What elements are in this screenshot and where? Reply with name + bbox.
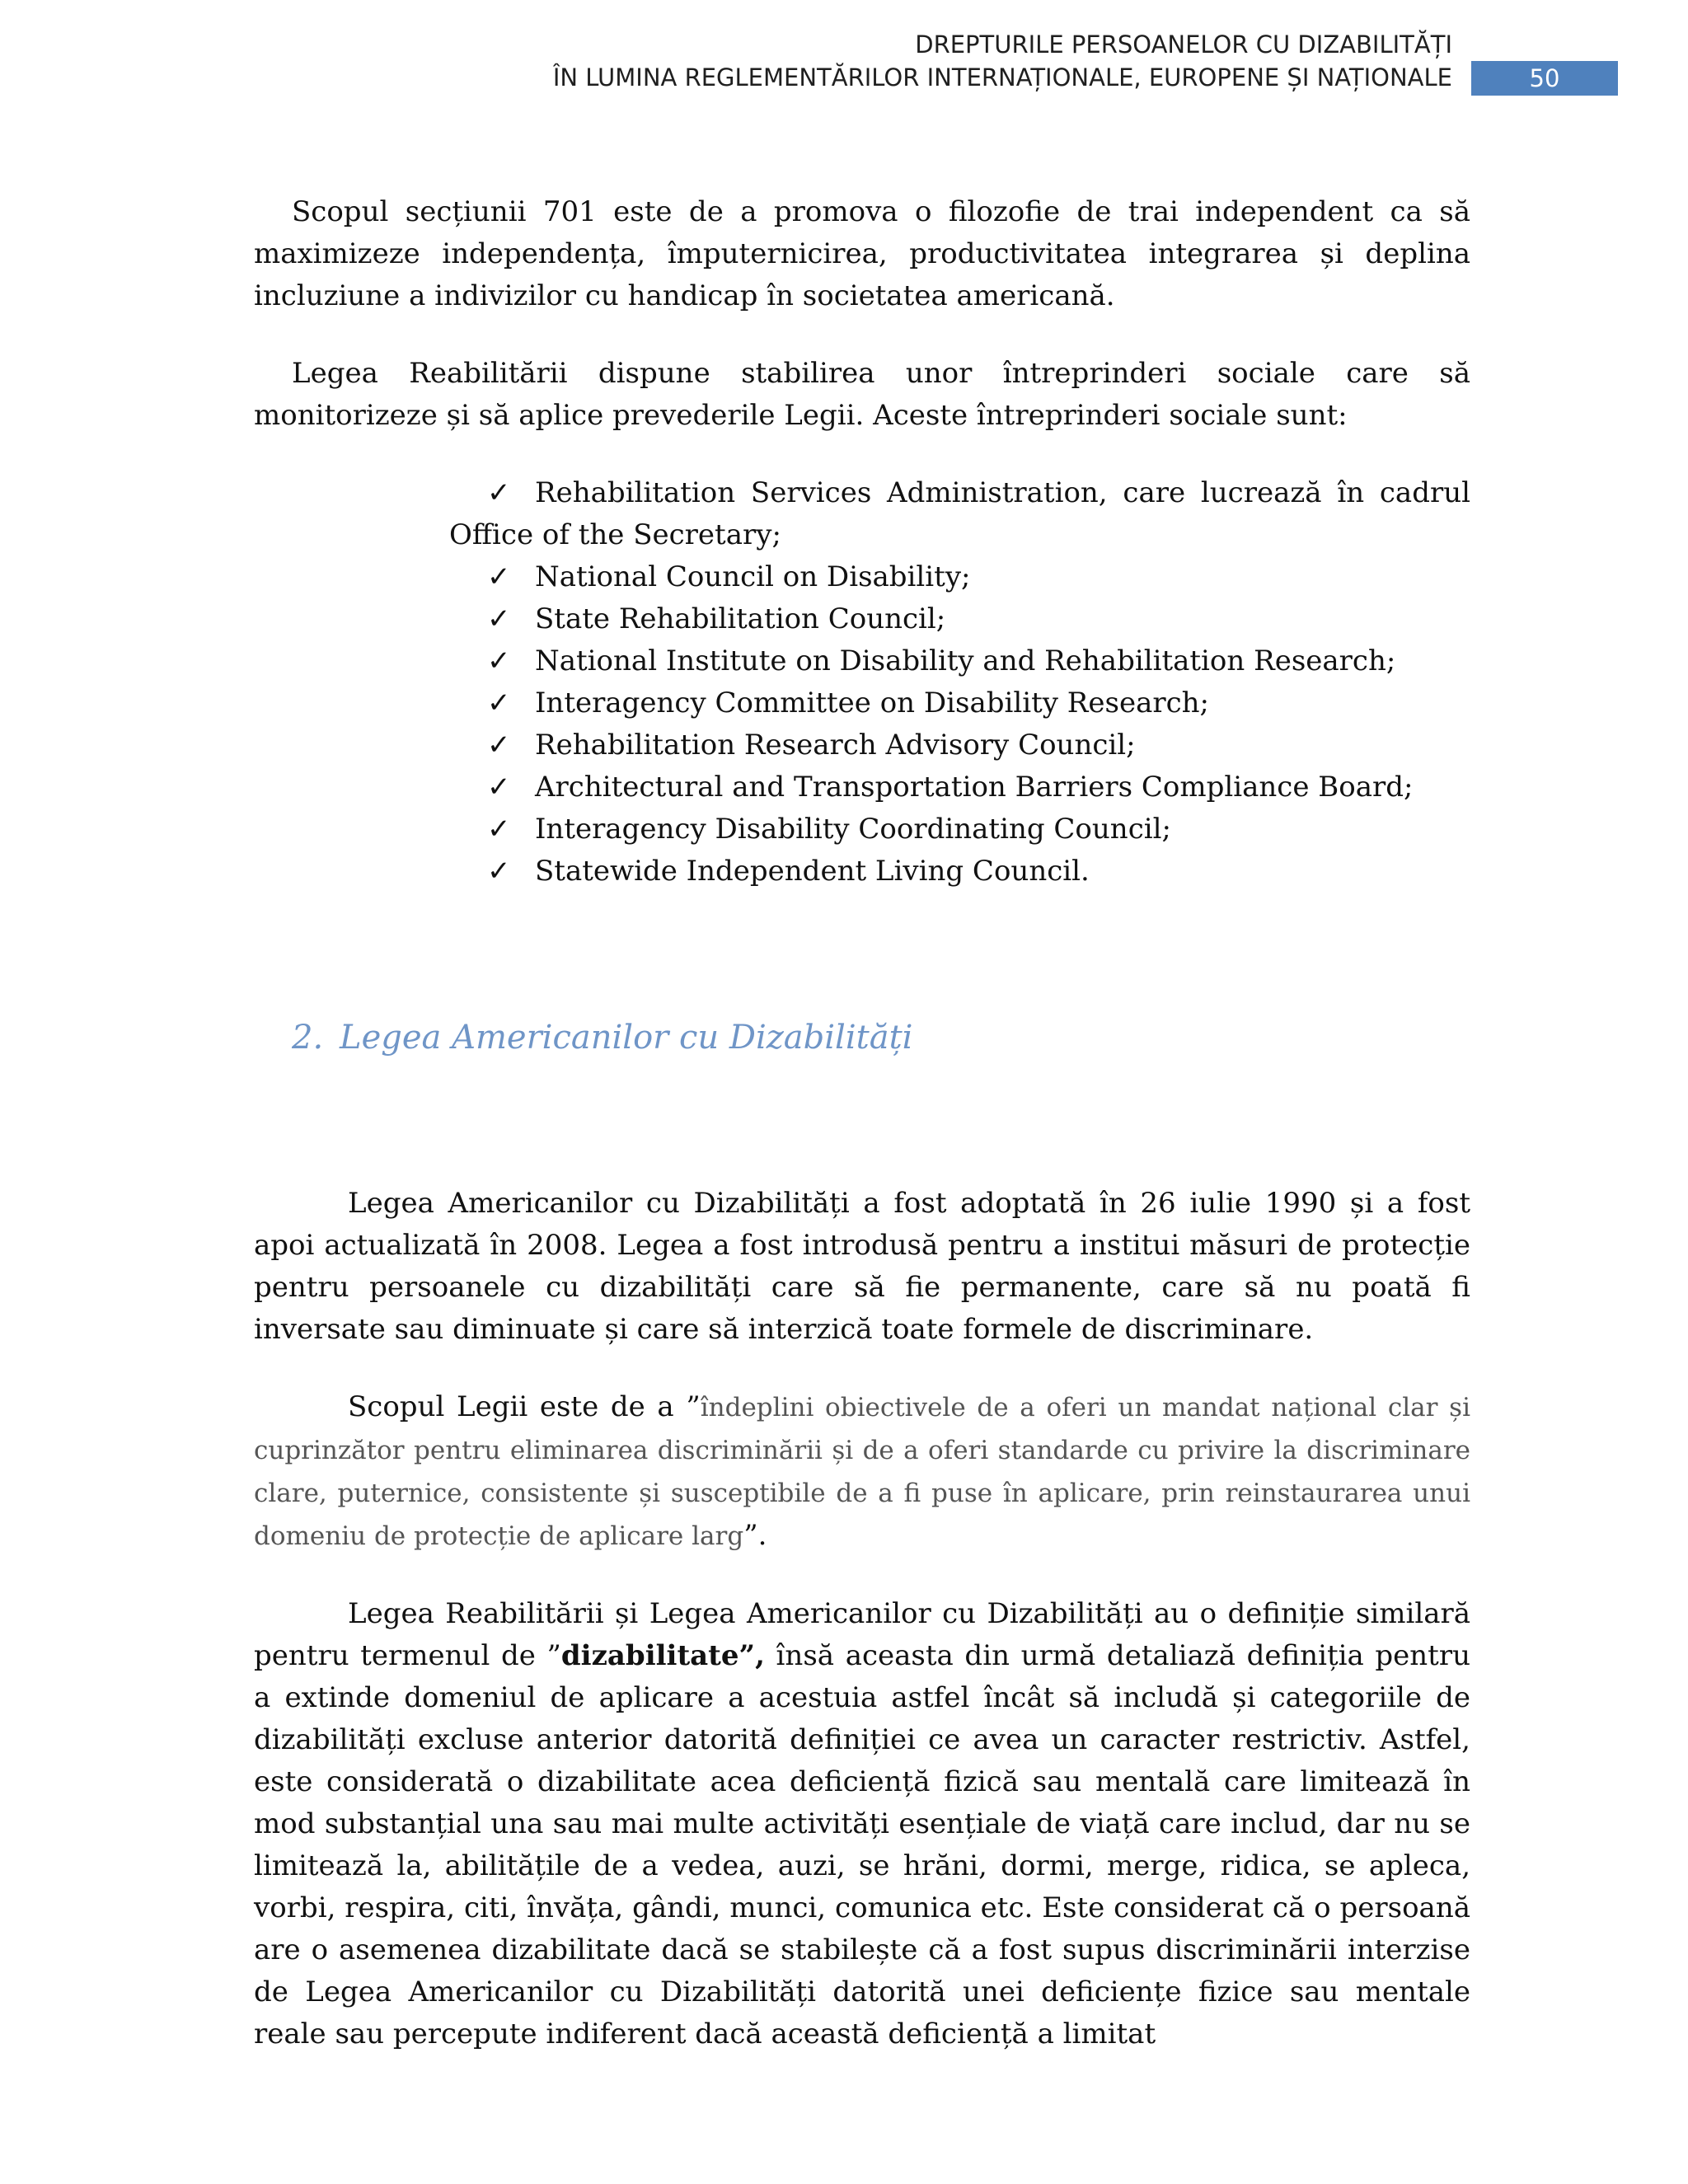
list-item: ✓ Interagency Disability Coordinating Council; — [449, 808, 1470, 851]
section-heading — [254, 1016, 1470, 1059]
checkmark-icon: ✓ — [487, 560, 511, 593]
checkmark-icon: ✓ — [487, 729, 511, 762]
paragraph-disability-definition: Legea Reabilitării și Legea Americanilor cu Dizabilități au o definiție similară pentru termenul de ”dizabilitate”, însă aceasta din urmă detaliază definiția pentru a extinde domeniul de aplicare a acestuia astfel încât să includă și categoriile de dizabilități excluse anterior datorită definiției ce avea un caracter restrictiv. Astfel, este considerată o dizabilitate acea deficiență fizică sau mentală care limitează în mod substanțial una sau mai multe activități esențiale de viață care includ, dar nu se limitează la, abilitățile de a vedea, auzi, se hrăni, dormi, merge, ridica, se apleca, vorbi, respira, citi, învăța, gândi, munci, comunica etc. Este considerat că o persoană are o asemenea dizabilitate dacă se stabilește că a fost supus discriminării interzise de Legea Americanilor cu Dizabilități datorită unei deficiențe fizice sau mentale reale sau percepute indiferent dacă această deficiență a limitat — [254, 1597, 1470, 2050]
checkmark-icon: ✓ — [487, 771, 511, 804]
checkmark-icon: ✓ — [487, 644, 511, 677]
quoted-text: îndeplini obiectivele de a oferi un mandat național clar și cuprinzător pentru eliminarea discriminării și de a oferi standarde cu privire la discriminare clare, puternice, consistente și susceptibile de a fi puse în aplicare, prin reinstaurarea unui domeniu de protecție de aplicare larg — [254, 1393, 1470, 1551]
checkmark-icon: ✓ — [487, 476, 511, 509]
list-item: ✓ State Rehabilitation Council; — [449, 598, 1470, 640]
bold-term: dizabilitate”, — [560, 1639, 765, 1672]
list-item: ✓ Interagency Committee on Disability Research; — [449, 682, 1470, 724]
paragraph-ada-purpose: Scopul Legii este de a ”îndeplini obiectivele de a oferi un mandat național clar și cuprinzător pentru eliminarea discriminării și de a oferi standarde cu privire la discriminare clare, puternice, consistente și susceptibile de a fi puse în aplicare, prin reinstaurarea unui domeniu de protecție de aplicare larg”. — [254, 1390, 1470, 1552]
list-item: ✓ National Council on Disability; — [449, 556, 1470, 598]
list-item: ✓ Statewide Independent Living Council. — [449, 851, 1470, 893]
list-item: ✓ National Institute on Disability and Rehabilitation Research; — [449, 640, 1470, 682]
paragraph-ada-adoption: Legea Americanilor cu Dizabilități a fost adoptată în 26 iulie 1990 și a fost apoi actualizată în 2008. Legea a fost introdusă pentru a institui măsuri de protecție pentru persoanele cu dizabilități care să fie permanente, care să nu poată fi inversate sau diminuate și care să interzică toate formele de discriminare. — [254, 1187, 1470, 1346]
section-title: Legea Americanilor cu Dizabilități — [340, 1019, 913, 1057]
enterprise-checklist — [254, 472, 1470, 893]
checkmark-icon: ✓ — [487, 855, 511, 888]
list-item: ✓ Architectural and Transportation Barriers Compliance Board; — [449, 766, 1470, 808]
paragraph-social-enterprises: Legea Reabilitării dispune stabilirea unor întreprinderi sociale care să monitorizeze și să aplice prevederile Legii. Aceste întreprinderi sociale sunt: — [254, 357, 1470, 432]
checkmark-icon: ✓ — [487, 687, 511, 719]
checkmark-icon: ✓ — [487, 813, 511, 846]
header-line-2: ÎN LUMINA REGLEMENTĂRILOR INTERNAȚIONALE, EUROPENE ȘI NAȚIONALE — [552, 63, 1452, 91]
list-item: ✓ Rehabilitation Research Advisory Council; — [449, 724, 1470, 766]
page-number-badge: 50 — [1471, 61, 1618, 96]
checkmark-icon: ✓ — [487, 602, 511, 635]
paragraph-section-701: Scopul secțiunii 701 este de a promova o filozofie de trai independent ca să maximizeze independența, împuternicirea, productivitatea integrarea și deplina incluziune a indivizilor cu handicap în societatea americană. — [254, 195, 1470, 312]
running-header — [553, 28, 1452, 94]
section-number: 2. — [292, 1019, 324, 1057]
page-body — [254, 191, 1470, 2055]
header-line-1: DREPTURILE PERSOANELOR CU DIZABILITĂȚI — [915, 30, 1452, 59]
list-item: ✓ Rehabilitation Services Administration, care lucrează în cadrul Office of the Secretary; — [449, 472, 1470, 556]
